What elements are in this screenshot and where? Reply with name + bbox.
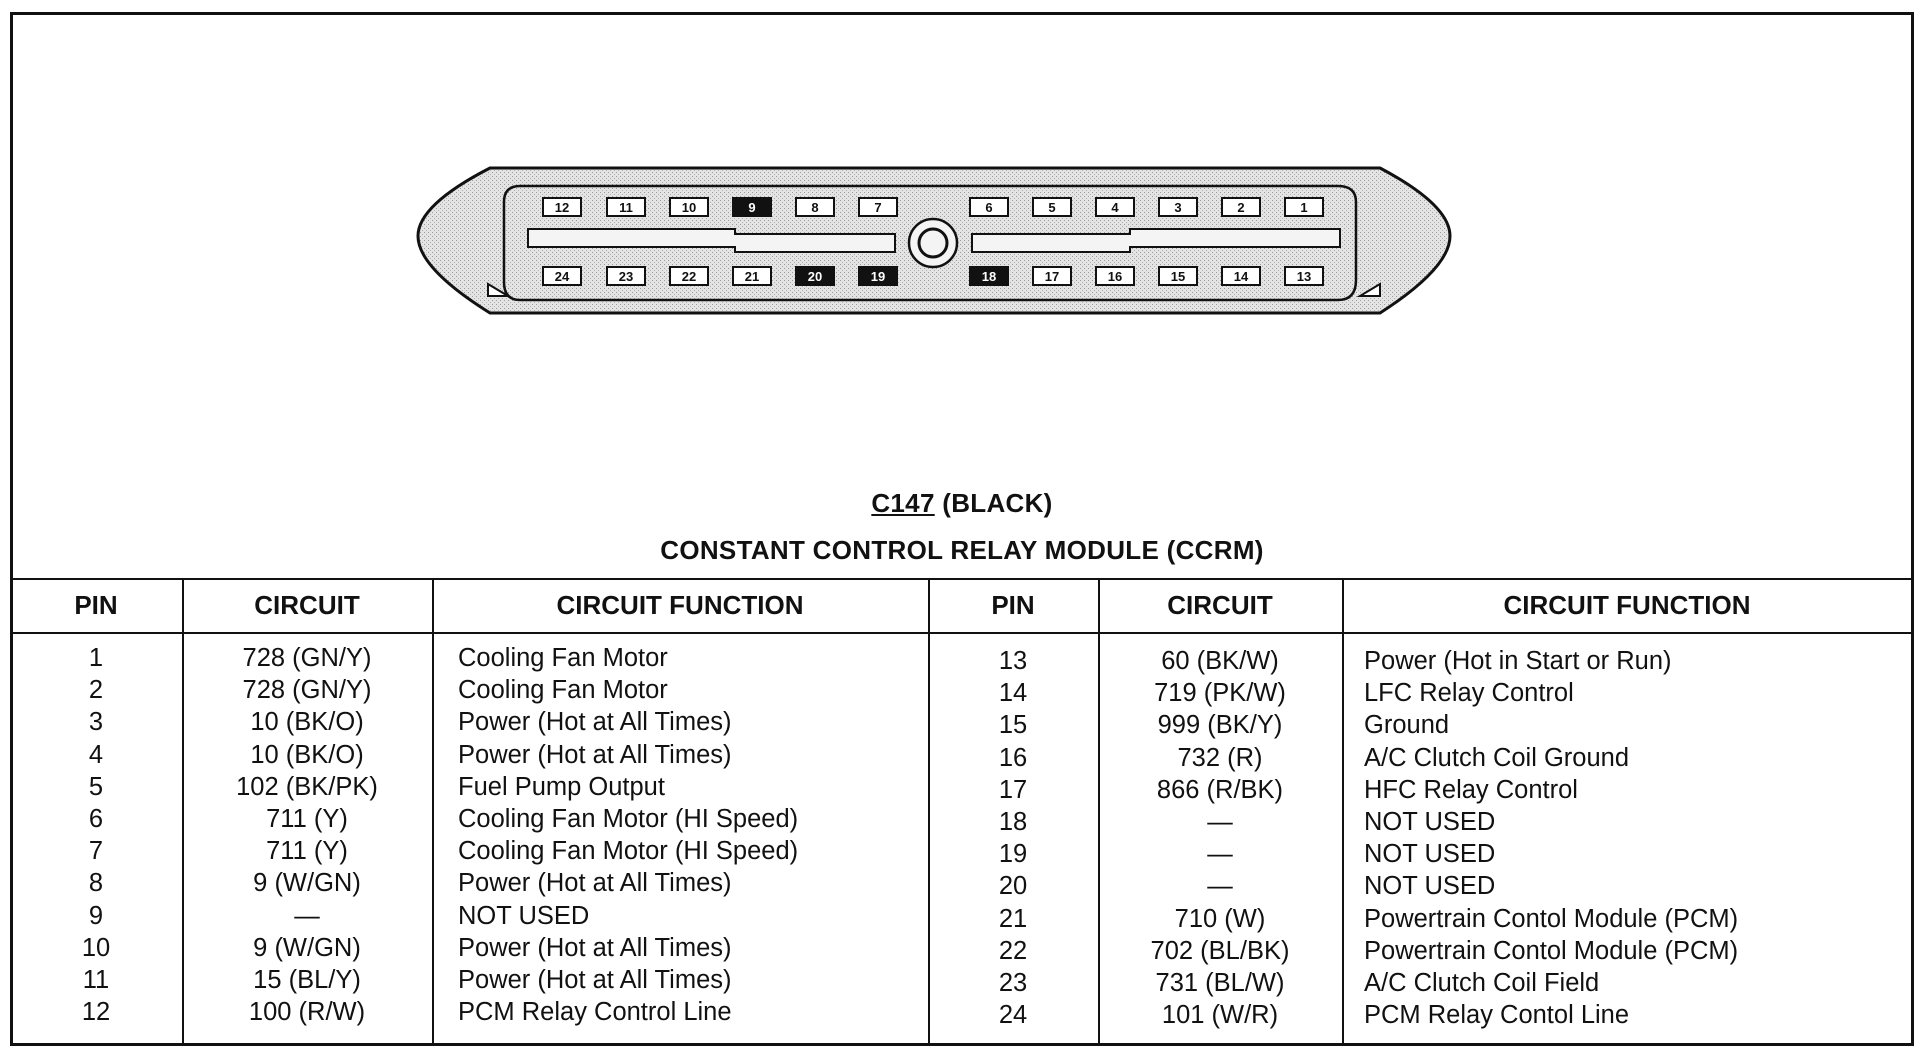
- header-circuit-right: CIRCUIT: [1167, 590, 1273, 620]
- pin-number-label: 1: [1300, 200, 1308, 215]
- circuit-cell: 9 (W/GN): [253, 869, 361, 898]
- function-cell: PCM Relay Contol Line: [1364, 1001, 1630, 1030]
- circuit-cell: —: [294, 901, 320, 930]
- function-cell: LFC Relay Control: [1364, 679, 1574, 708]
- pin-cell: 20: [998, 872, 1028, 901]
- circuit-cell: 100 (R/W): [248, 998, 366, 1027]
- function-cell: Cooling Fan Motor: [458, 644, 668, 672]
- pin-number-label: 23: [618, 269, 634, 284]
- pin-cell: 4: [88, 740, 104, 769]
- pin-cell: 19: [998, 840, 1028, 869]
- pin-cell: 2: [88, 676, 104, 705]
- function-cell: Powertrain Contol Module (PCM): [1364, 936, 1739, 965]
- pin-number-label: 14: [1233, 269, 1249, 284]
- circuit-cell: 731 (BL/W): [1155, 968, 1285, 997]
- circuit-cell: 728 (GN/Y): [242, 644, 372, 672]
- function-cell: A/C Clutch Coil Field: [1364, 968, 1600, 997]
- pin-cell: 7: [88, 837, 104, 866]
- pin-number-label: 17: [1044, 269, 1060, 284]
- pin-number-label: 7: [874, 200, 882, 215]
- pin-cavity-1: [1285, 198, 1323, 216]
- pin-number-label: 6: [985, 200, 993, 215]
- pin-number-label: 11: [619, 200, 633, 215]
- pin-number-label: 22: [681, 269, 697, 284]
- pin-cavity-18: [970, 267, 1008, 285]
- pin-cavity-22: [670, 267, 708, 285]
- pin-number-label: 16: [1107, 269, 1123, 284]
- pin-cavity-20: [796, 267, 834, 285]
- header-pin-right: PIN: [991, 590, 1035, 620]
- pin-cavity-2: [1222, 198, 1260, 216]
- function-cell: Power (Hot at All Times): [458, 740, 732, 769]
- pin-cavity-5: [1033, 198, 1071, 216]
- circuit-cell: 732 (R): [1177, 743, 1263, 772]
- function-cell: Ground: [1364, 711, 1450, 740]
- pin-cell: 24: [998, 1001, 1028, 1030]
- circuit-cell: 101 (W/R): [1161, 1001, 1279, 1030]
- connector-color: (BLACK): [942, 488, 1053, 518]
- circuit-cell: 728 (GN/Y): [242, 676, 372, 705]
- pin-cell: 13: [998, 647, 1028, 675]
- circuit-cell: —: [1207, 807, 1233, 836]
- pin-cavity-8: [796, 198, 834, 216]
- pin-number-label: 3: [1174, 200, 1182, 215]
- column-divider: [1342, 578, 1344, 1044]
- pin-cavity-3: [1159, 198, 1197, 216]
- function-cell: HFC Relay Control: [1364, 775, 1578, 804]
- pin-number-label: 2: [1237, 200, 1245, 215]
- pin-cavity-6: [970, 198, 1008, 216]
- circuit-cell: 711 (Y): [266, 837, 348, 866]
- pin-number-label: 5: [1048, 200, 1056, 215]
- pin-cell: 11: [82, 965, 110, 994]
- pin-cavity-24: [543, 267, 581, 285]
- pin-number-label: 9: [748, 200, 756, 215]
- function-cell: Cooling Fan Motor (HI Speed): [458, 804, 799, 833]
- function-cell: NOT USED: [1364, 807, 1496, 836]
- pin-number-label: 20: [807, 269, 823, 284]
- circuit-cell: 102 (BK/PK): [236, 772, 378, 801]
- header-function-right: CIRCUIT FUNCTION: [1503, 590, 1751, 620]
- pin-cavity-15: [1159, 267, 1197, 285]
- module-title: CONSTANT CONTROL RELAY MODULE (CCRM): [660, 535, 1264, 565]
- pin-cell: 16: [998, 743, 1028, 772]
- table-header-rule: [10, 632, 1914, 634]
- pin-cavity-4: [1096, 198, 1134, 216]
- pin-cavity-12: [543, 198, 581, 216]
- pin-cavity-23: [607, 267, 645, 285]
- pin-cavity-11: [607, 198, 645, 216]
- function-cell: NOT USED: [458, 901, 590, 930]
- function-cell: Power (Hot in Start or Run): [1364, 647, 1672, 675]
- pin-cell: 5: [88, 772, 104, 801]
- pin-cavity-21: [733, 267, 771, 285]
- pin-cell: 21: [998, 904, 1028, 933]
- pin-cavity-17: [1033, 267, 1071, 285]
- pin-cell: 10: [81, 933, 111, 962]
- function-cell: PCM Relay Control Line: [458, 998, 732, 1027]
- function-cell: Fuel Pump Output: [458, 772, 665, 801]
- pin-number-label: 24: [554, 269, 570, 284]
- circuit-cell: 60 (BK/W): [1161, 647, 1279, 675]
- circuit-cell: 15 (BL/Y): [253, 965, 361, 994]
- pin-number-label: 8: [811, 200, 819, 215]
- pin-cell: 18: [998, 807, 1028, 836]
- pin-cell: 23: [998, 968, 1028, 997]
- pin-number-label: 19: [870, 269, 886, 284]
- pin-cavity-7: [859, 198, 897, 216]
- pin-cell: 6: [88, 804, 104, 833]
- circuit-cell: 10 (BK/O): [250, 708, 364, 737]
- circuit-cell: —: [1207, 840, 1233, 869]
- circuit-cell: 702 (BL/BK): [1150, 936, 1290, 965]
- header-pin-left: PIN: [74, 590, 118, 620]
- header-circuit-left: CIRCUIT: [254, 590, 360, 620]
- table-top-rule: [10, 578, 1914, 580]
- function-cell: Powertrain Contol Module (PCM): [1364, 904, 1739, 933]
- pin-number-label: 15: [1170, 269, 1186, 284]
- function-cell: Power (Hot at All Times): [458, 933, 732, 962]
- pin-cell: 3: [88, 708, 104, 737]
- circuit-cell: 9 (W/GN): [253, 933, 361, 962]
- pin-cell: 1: [88, 644, 104, 672]
- pin-cavity-13: [1285, 267, 1323, 285]
- pin-number-label: 21: [744, 269, 760, 284]
- pin-cell: 8: [88, 869, 104, 898]
- pin-number-label: 18: [981, 269, 997, 284]
- header-function-left: CIRCUIT FUNCTION: [556, 590, 804, 620]
- circuit-cell: 999 (BK/Y): [1157, 711, 1283, 740]
- pin-cavity-9: [733, 198, 771, 216]
- circuit-cell: —: [1207, 872, 1233, 901]
- pin-cell: 22: [998, 936, 1028, 965]
- circuit-cell: 10 (BK/O): [250, 740, 364, 769]
- pin-cavity-16: [1096, 267, 1134, 285]
- pin-cell: 12: [81, 998, 111, 1027]
- column-divider: [432, 578, 434, 1044]
- pin-cavity-19: [859, 267, 897, 285]
- pin-number-label: 13: [1296, 269, 1312, 284]
- pin-cell: 17: [998, 775, 1028, 804]
- pin-number-label: 10: [681, 200, 697, 215]
- function-cell: Cooling Fan Motor: [458, 676, 668, 705]
- function-cell: NOT USED: [1364, 872, 1496, 901]
- circuit-cell: 866 (R/BK): [1156, 775, 1284, 804]
- pin-number-label: 4: [1111, 200, 1119, 215]
- circuit-cell: 711 (Y): [266, 804, 348, 833]
- pin-cell: 14: [998, 679, 1028, 708]
- function-cell: Power (Hot at All Times): [458, 965, 732, 994]
- connector-id-caption: [0, 488, 1924, 519]
- function-cell: Power (Hot at All Times): [458, 708, 732, 737]
- center-post: [909, 219, 957, 267]
- connector-id: C147: [871, 488, 935, 518]
- pin-cell: 15: [998, 711, 1028, 740]
- function-cell: Cooling Fan Motor (HI Speed): [458, 837, 799, 866]
- pin-cavity-14: [1222, 267, 1260, 285]
- circuit-cell: 719 (PK/W): [1154, 679, 1286, 708]
- pin-cavity-10: [670, 198, 708, 216]
- function-cell: NOT USED: [1364, 840, 1496, 869]
- circuit-cell: 710 (W): [1174, 904, 1266, 933]
- pin-cell: 9: [88, 901, 104, 930]
- pin-number-label: 12: [554, 200, 570, 215]
- function-cell: A/C Clutch Coil Ground: [1364, 743, 1630, 772]
- function-cell: Power (Hot at All Times): [458, 869, 732, 898]
